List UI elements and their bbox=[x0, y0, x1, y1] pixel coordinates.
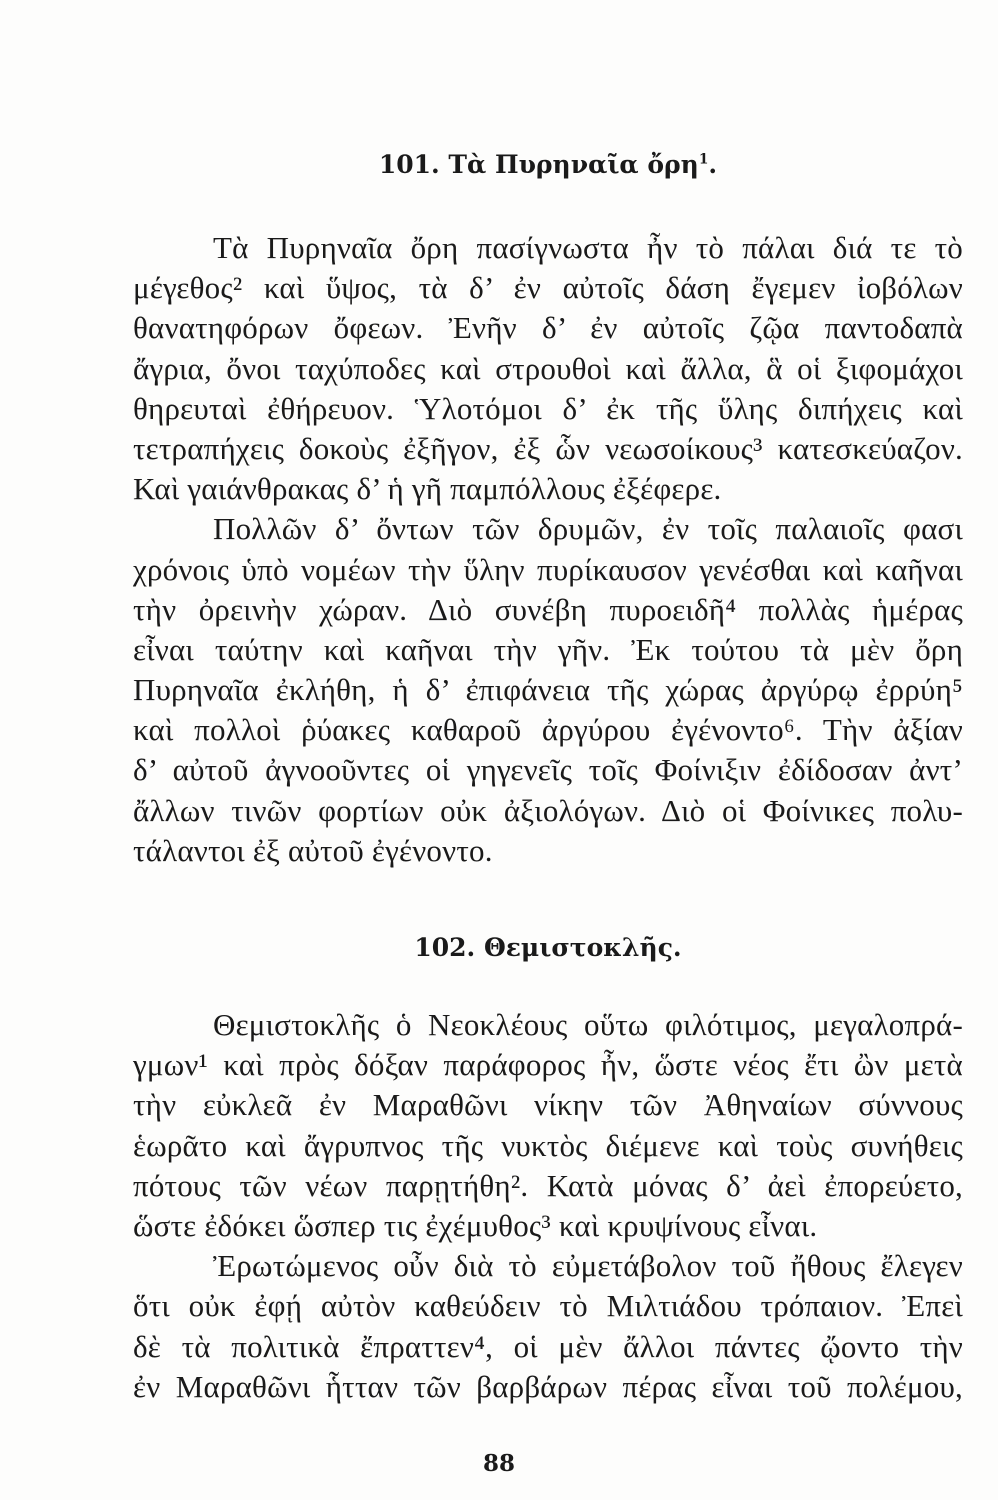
text-line: Τὰ Πυρηναῖα ὄρη πασίγνωστα ἦν τὸ πάλαι διά τε τὸ bbox=[213, 230, 963, 265]
text-line: τὴν ὀρεινὴν χώραν. Διὸ συνέβη πυροειδῆ⁴ πολλὰς ἡμέρας bbox=[133, 591, 963, 627]
text-line: Ἐρωτώμενος οὖν διὰ τὸ εὐμετάβολον τοῦ ἤθους ἔλεγεν bbox=[213, 1248, 963, 1284]
page-number: 88 bbox=[482, 1450, 515, 1477]
text-line: ὥστε ἐδόκει ὥσπερ τις ἐχέμυθος³ καὶ κρυψίνους εἶναι. bbox=[133, 1207, 818, 1243]
section-102-paragraph-2 bbox=[133, 1246, 963, 1407]
section-101-title: 101. Τὰ Πυρηναῖα ὄρη$^1$. bbox=[378, 150, 718, 179]
section-101-title-text: 101. Τὰ Πυρηναῖα ὄρη bbox=[378, 150, 699, 179]
text-line: ὅτι οὐκ ἐφῄ αὐτὸν καθεύδειν τὸ Μιλτιάδου τρόπαιον. Ἐπεὶ bbox=[133, 1288, 963, 1324]
text-line: δ’ αὐτοῦ ἀγνοοῦντες οἱ γηγενεῖς τοῖς Φοίνιξιν ἐδίδοσαν ἀντ’ bbox=[133, 752, 963, 788]
text-line: γμων¹ καὶ πρὸς δόξαν παράφορος ἦν, ὥστε νέος ἔτι ὢν μετὰ bbox=[133, 1047, 963, 1083]
text-line: Πυρηναῖα ἐκλήθη, ἡ δ’ ἐπιφάνεια τῆς χώρας ἀργύρῳ ἐρρύη⁵ bbox=[133, 672, 963, 708]
text-line: πότους τῶν νέων παρῃτήθη². Κατὰ μόνας δ’ ἀεὶ ἐπορεύετο, bbox=[133, 1167, 963, 1203]
section-101-paragraph-2 bbox=[133, 509, 963, 871]
text-line: χρόνοις ὑπὸ νομέων τὴν ὕλην πυρίκαυσον γενέσθαι καὶ καῆναι bbox=[133, 551, 963, 587]
text-line: τετραπήχεις δοκοὺς ἐξῆγον, ἐξ ὧν νεωσοίκους³ κατεσκεύαζον. bbox=[133, 430, 963, 466]
text-line: θανατηφόρων ὄφεων. Ἐνῆν δ’ ἐν αὐτοῖς ζῷα παντοδαπὰ bbox=[133, 310, 963, 346]
text-line: Καὶ γαιάνθρακας δ’ ἡ γῆ παμπόλλους ἐξέφερε. bbox=[133, 471, 722, 507]
section-102-title: 102. Θεμιστοκλῆς. bbox=[414, 933, 682, 962]
text-line: Πολλῶν δ’ ὄντων τῶν δρυμῶν, ἐν τοῖς παλαιοῖς φασι bbox=[213, 511, 963, 547]
section-102-paragraph-1 bbox=[133, 1005, 963, 1246]
section-102 bbox=[133, 933, 963, 1407]
section-101-paragraph-1 bbox=[133, 228, 963, 509]
section-101 bbox=[133, 150, 963, 871]
text-line: ἑωρᾶτο καὶ ἄγρυπνος τῆς νυκτὸς διέμενε καὶ τοὺς συνήθεις bbox=[133, 1127, 963, 1163]
text-line: δὲ τὰ πολιτικὰ ἔπραττεν⁴, οἱ μὲν ἄλλοι πάντες ᾤοντο τὴν bbox=[133, 1328, 963, 1364]
text-line: καὶ πολλοὶ ῥύακες καθαροῦ ἀργύρου ἐγένοντο⁶. Τὴν ἀξίαν bbox=[133, 712, 963, 748]
text-line: ἐν Μαραθῶνι ἧτταν τῶν βαρβάρων πέρας εἶναι τοῦ πολέμου, bbox=[133, 1368, 963, 1404]
section-101-title-footnote-marker: 1 bbox=[698, 151, 709, 168]
text-line: τάλαντοι ἐξ αὐτοῦ ἐγένοντο. bbox=[133, 832, 493, 868]
text-line: τὴν εὐκλεᾶ ἐν Μαραθῶνι νίκην τῶν Ἀθηναίων σύννους bbox=[133, 1087, 963, 1123]
text-line: μέγεθος² καὶ ὕψος, τὰ δ’ ἐν αὐτοῖς δάση ἔγεμεν ἰοβόλων bbox=[133, 270, 963, 306]
text-line: ἄγρια, ὄνοι ταχύποδες καὶ στρουθοὶ καὶ ἄλλα, ἃ οἱ ξιφομάχοι bbox=[133, 350, 963, 386]
text-line: θηρευταὶ ἐθήρευον. Ὑλοτόμοι δ’ ἐκ τῆς ὕλης διπήχεις καὶ bbox=[133, 390, 963, 426]
text-line: εἶναι ταύτην καὶ καῆναι τὴν γῆν. Ἐκ τούτου τὰ μὲν ὄρη bbox=[133, 631, 963, 667]
text-line: Θεμιστοκλῆς ὁ Νεοκλέους οὕτω φιλότιμος, μεγαλοπρά- bbox=[213, 1007, 963, 1042]
text-line: ἄλλων τινῶν φορτίων οὐκ ἀξιολόγων. Διὸ οἱ Φοίνικες πολυ- bbox=[133, 792, 963, 828]
